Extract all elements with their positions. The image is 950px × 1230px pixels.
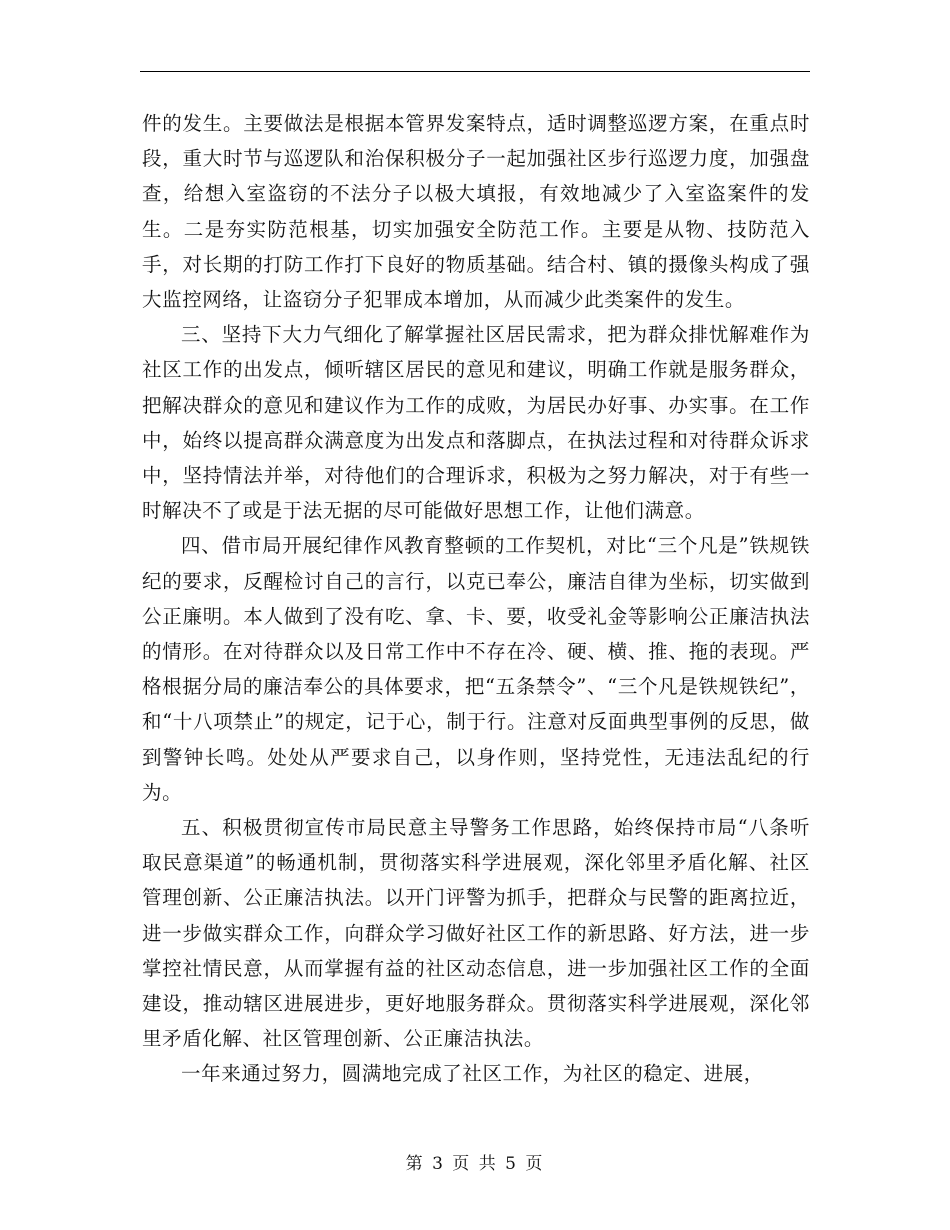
paragraph-section-four: 四、借市局开展纪律作风教育整顿的工作契机，对比“三个凡是”铁规铁纪的要求，反醒检讨自己的言行，以克已奉公，廉洁自律为坐标，切实做到公正廉明。本人做到了没有吃、拿、卡、要，收受礼金等影响公正廉洁执法的情形。在对待群众以及日常工作中不存在冷、硬、横、推、拖的表现。严格根据分局的廉洁奉公的具体要求，把“五条禁令”、“三个凡是铁规铁纪”，和“十八项禁止”的规定，记于心，制于行。注意对反面典型事例的反思，做到警钟长鸣。处处从严要求自己，以身作则，坚持党性，无违法乱纪的行为。	[142, 534, 810, 804]
header-rule	[140, 71, 810, 72]
page-number-footer: 第 3 页 共 5 页	[405, 1154, 545, 1174]
paragraph-section-five: 五、积极贯彻宣传市局民意主导警务工作思路，始终保持市局“八条听取民意渠道”的畅通机制，贯彻落实科学进展观，深化邻里矛盾化解、社区管理创新、公正廉洁执法。以开门评警为抓手，把群众与民警的距离拉近，进一步做实群众工作，向群众学习做好社区工作的新思路、好方法，进一步掌控社情民意，从而掌握有益的社区动态信息，进一步加强社区工作的全面建设，推动辖区进展进步，更好地服务群众。贯彻落实科学进展观，深化邻里矛盾化解、社区管理创新、公正廉洁执法。	[142, 816, 810, 1051]
paragraph-continuation: 件的发生。主要做法是根据本管界发案特点，适时调整巡逻方案，在重点时段，重大时节与巡逻队和治保积极分子一起加强社区步行巡逻力度，加强盘查，给想入室盗窃的不法分子以极大填报，有效地减少了入室盗案件的发生。二是夯实防范根基，切实加强安全防范工作。主要是从物、技防范入手，对长期的打防工作打下良好的物质基础。结合村、镇的摄像头构成了强大监控网络，让盗窃分子犯罪成本增加，从而减少此类案件的发生。	[142, 112, 810, 312]
document-body	[142, 106, 810, 1092]
paragraph-closing: 一年来通过努力，圆满地完成了社区工作，为社区的稳定、进展，	[181, 1062, 764, 1086]
paragraph-section-three: 三、坚持下大力气细化了解掌握社区居民需求，把为群众排忧解难作为社区工作的出发点，倾听辖区居民的意见和建议，明确工作就是服务群众，把解决群众的意见和建议作为工作的成败，为居民办好事、办实事。在工作中，始终以提高群众满意度为出发点和落脚点，在执法过程和对待群众诉求中，坚持情法并举，对待他们的合理诉求，积极为之努力解决，对于有些一时解决不了或是于法无据的尽可能做好思想工作，让他们满意。	[142, 323, 810, 523]
